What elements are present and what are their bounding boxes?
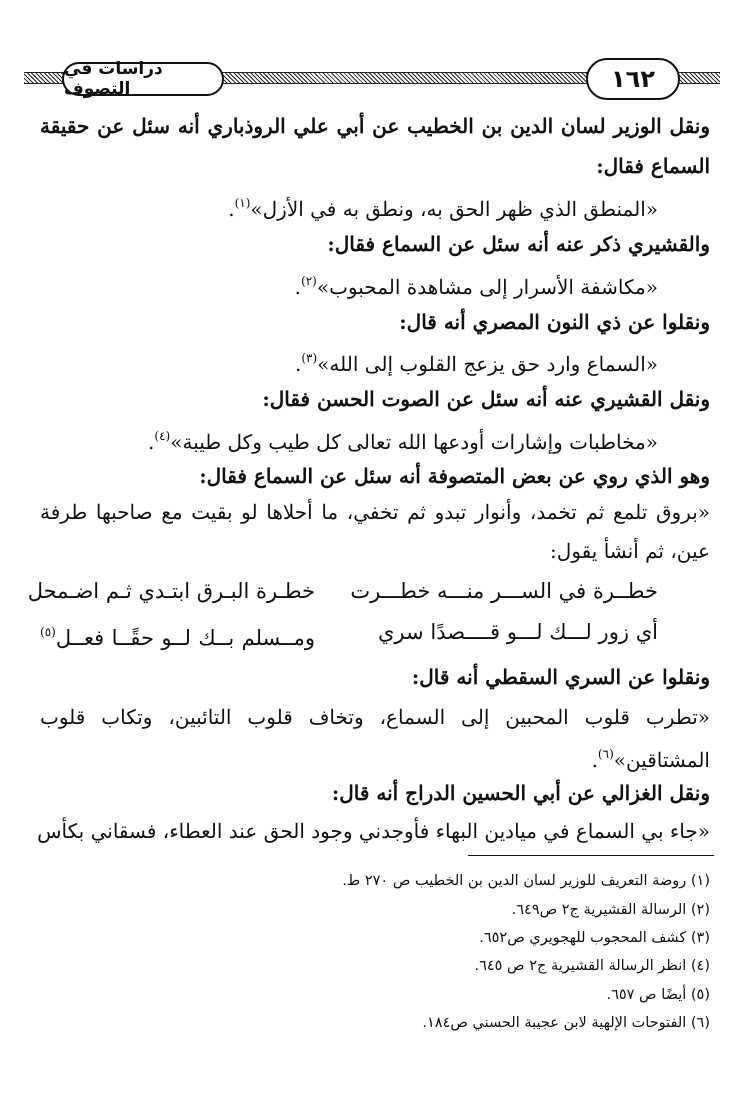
quote-text: «مخاطبات وإشارات أودعها الله تعالى كل طيب وكل طيبة» [170,430,658,454]
footnote-ref: (٦) [597,747,614,761]
quote-line: المشتاقين»$^{(٦)}$. [591,747,710,772]
body-line: ونقل الوزير لسان الدين بن الخطيب عن أبي علي الروذباري أنه سئل عن حقيقة [40,114,710,138]
verse-hemistich: خطــرة في الســـر منـــه خطـــرت [350,579,658,603]
quote-text: «السماع وارد حق يزعج القلوب إلى الله» [317,352,658,376]
verse-hemistich: خطـرة البـرق ابتـدي ثـم اضـمحل [27,579,315,603]
footnote-ref: (٥) [40,625,56,639]
footnote-ref: (١) [234,196,251,210]
body-line: ونقل الغزالي عن أبي الحسين الدراج أنه قال: [331,781,710,805]
body-line: ونقل القشيري عنه أنه سئل عن الصوت الحسن فقال: [262,387,710,411]
quote-text: «مكاشفة الأسرار إلى مشاهدة المحبوب» [316,275,658,299]
quote-line: عين، ثم أنشأ يقول: [550,539,710,563]
header-rule-right [678,72,720,84]
footnote: (٣) كشف المحجوب للهجويري ص٦٥٢. [479,930,710,946]
header-rule-middle [222,72,588,84]
body-line: ونقلوا عن ذي النون المصري أنه قال: [399,310,710,334]
footnote-ref: (٢) [301,274,317,288]
page-number: ١٦٢ [586,58,680,100]
verse-hemistich: أي زور لـــك لـــو قــــصدًا سري [378,620,658,644]
quote-line: «السماع وارد حق يزعج القلوب إلى الله»$^{(٣)}$. [294,351,658,376]
quote-text: «المنطق الذي ظهر الحق به، ونطق به في الأزل» [250,197,658,221]
quote-line: «بروق تلمع ثم تخمد، وأنوار تبدو ثم تخفي، ما أحلاها لو بقيت مع صاحبها طرفة [40,500,710,524]
quote-line: «مكاشفة الأسرار إلى مشاهدة المحبوب»$^{(٢)}$. [294,274,658,299]
verse-hemistich [40,619,315,651]
header-rule-left [24,72,64,84]
quote-text: المشتاقين» [613,748,710,772]
quote-line: «المنطق الذي ظهر الحق به، ونطق به في الأزل»$^{(١)}$. [228,196,658,221]
body-line: السماع فقال: [596,154,710,178]
quote-line: «مخاطبات وإشارات أودعها الله تعالى كل طيب وكل طيبة»$^{(٤)}$. [148,429,658,454]
footnote: (٤) انظر الرسالة القشيرية ج٢ ص ٦٤٥. [474,958,710,974]
verse-text: ومــسلم بــك لــو حقًــا فعــل [55,626,315,650]
body-line: والقشيري ذكر عنه أنه سئل عن السماع فقال: [327,232,710,256]
body-line: ونقلوا عن السري السقطي أنه قال: [411,665,710,689]
footnote: (١) روضة التعريف للوزير لسان الدين بن الخطيب ص ٢٧٠ ط. [342,873,710,889]
footnote: (٢) الرسالة القشيرية ج٢ ص٦٤٩. [511,902,710,918]
footnote-ref: (٤) [154,429,171,443]
footnote-separator [468,855,714,856]
body-line: وهو الذي روي عن بعض المتصوفة أنه سئل عن السماع فقال: [199,464,710,488]
book-title: دراسات في التصوف [62,62,224,96]
quote-line: «جاء بي السماع في ميادين البهاء فأوجدني وجود الحق عند العطاء، فسقاني بكأس [37,819,710,843]
running-header [24,58,720,100]
footnote-ref: (٣) [301,351,318,365]
quote-line: «تطرب قلوب المحبين إلى السماع، وتخاف قلوب التائبين، وتكاب قلوب [40,705,710,729]
footnote: (٦) الفتوحات الإلهية لابن عجيبة الحسني ص١٨٤. [422,1015,710,1031]
footnote: (٥) أيضًا ص ٦٥٧. [606,987,710,1003]
